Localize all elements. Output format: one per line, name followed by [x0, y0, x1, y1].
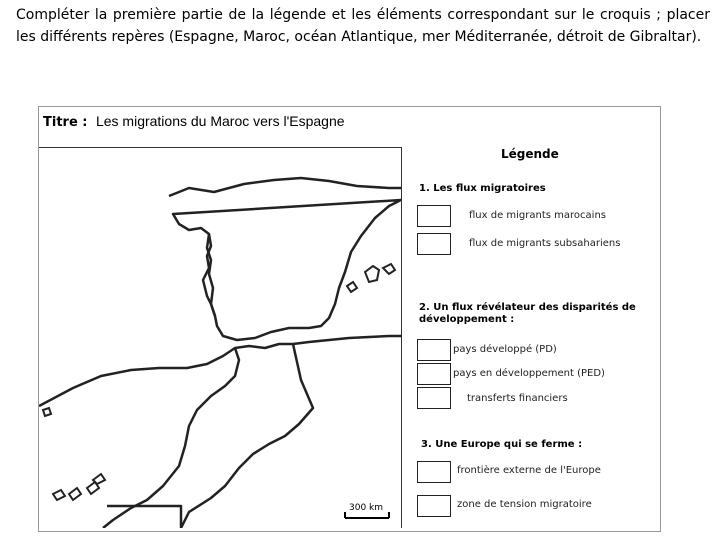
title-label: Titre : — [43, 115, 88, 130]
legend-item-label: flux de migrants subsahariens — [469, 238, 621, 249]
balearic-islands — [347, 264, 395, 292]
north-africa-coast — [39, 336, 401, 406]
legend-swatch-box[interactable] — [417, 495, 451, 517]
title-row — [43, 113, 345, 131]
legend-section-title: 1. Les flux migratoires — [419, 183, 546, 194]
legend-heading: Légende — [501, 147, 559, 161]
legend-item-label: pays développé (PD) — [453, 344, 557, 355]
legend-swatch-box[interactable] — [417, 387, 451, 409]
worksheet — [38, 106, 661, 532]
instructions-text: Compléter la première partie de la légende et les éléments correspondant sur le croquis ; placer les différents repères (Espagne, Maroc, océan Atlantique, mer Méditerranée, détroit de Gibraltar). — [16, 7, 710, 45]
scale-label: 300 km — [349, 503, 384, 513]
legend-item-label: pays en développement (PED) — [453, 368, 605, 379]
title-value[interactable]: Les migrations du Maroc vers l'Espagne — [95, 113, 345, 129]
sketch-map — [39, 148, 401, 528]
legend-section-title: 2. Un flux révélateur des disparités de développement : — [419, 302, 636, 325]
legend-item-label: frontière externe de l'Europe — [457, 465, 601, 476]
legend-swatch-box[interactable] — [417, 461, 451, 483]
legend-item-label: flux de migrants marocains — [469, 210, 606, 221]
legend-swatch-box[interactable] — [417, 339, 451, 361]
legend-item-label: transferts financiers — [467, 393, 568, 404]
map-frame[interactable] — [39, 147, 402, 528]
canary-islands — [43, 408, 105, 500]
morocco-outline — [103, 348, 239, 528]
legend-swatch-box[interactable] — [417, 233, 451, 255]
legend-swatch-box[interactable] — [417, 205, 451, 227]
legend-item-label: zone de tension migratoire — [457, 499, 592, 510]
legend-section-title: 3. Une Europe qui se ferme : — [421, 439, 583, 450]
legend-swatch-box[interactable] — [417, 363, 451, 385]
iberia-outline — [169, 178, 401, 340]
morocco-algeria-border — [181, 344, 313, 528]
